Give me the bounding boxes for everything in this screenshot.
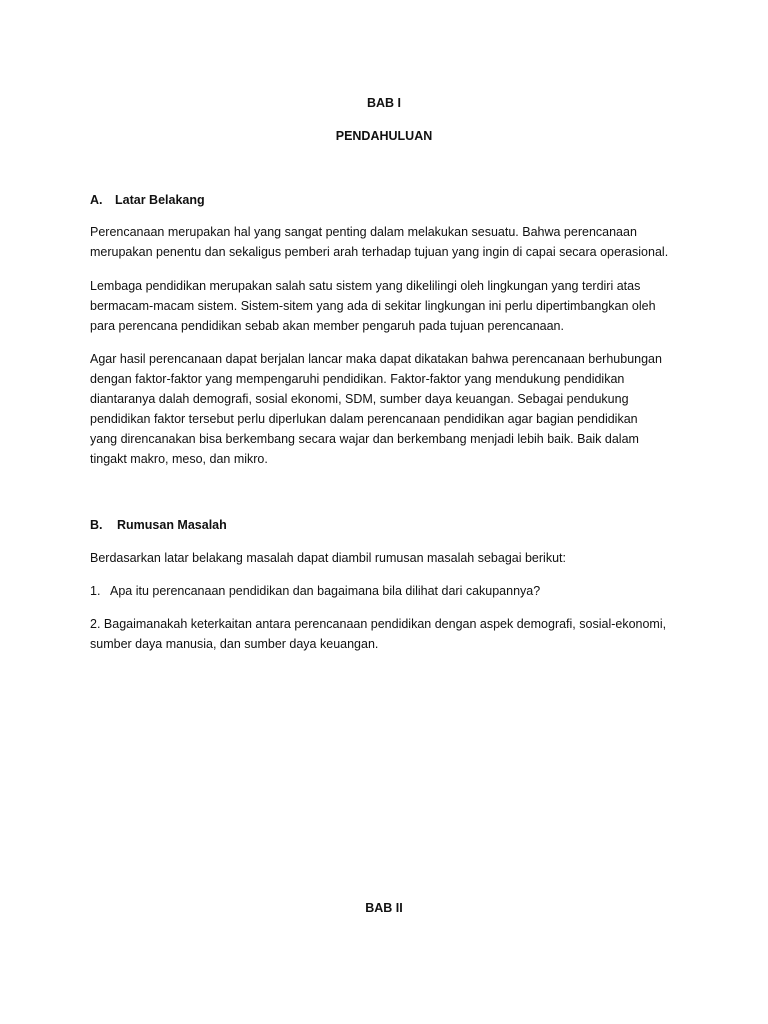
paragraph: [90, 276, 690, 336]
list-item-text: Bagaimanakah keterkaitan antara perencanaan pendidikan dengan aspek demografi, sosial-ekonomi,: [103, 617, 667, 631]
chapter-2-label: BAB II: [365, 901, 403, 915]
paragraph-line: para perencana pendidikan sebab akan member pengaruh pada tujuan perencanaan.: [90, 319, 564, 333]
list-item-text: sumber daya manusia, dan sumber daya keuangan.: [90, 637, 379, 651]
list-item-number: 2.: [90, 617, 101, 631]
paragraph-line: merupakan penentu dan sekaligus pemberi arah terhadap tujuan yang ingin di capai secara operasional.: [90, 245, 669, 259]
paragraph-line: Berdasarkan latar belakang masalah dapat diambil rumusan masalah sebagai berikut:: [90, 551, 566, 565]
section-a-marker: A.: [90, 193, 103, 207]
paragraph-line: pendidikan faktor tersebut perlu diperlukan dalam perencanaan pendidikan agar bagian pendidikan: [90, 412, 638, 426]
paragraph: [90, 349, 690, 469]
paragraph-line: bermacam-macam sistem. Sistem-sitem yang ada di sekitar lingkungan ini perlu dipertimbangkan oleh: [90, 299, 656, 313]
section-b-heading: [90, 517, 227, 533]
paragraph: [90, 222, 690, 262]
section-a-heading: [90, 192, 205, 208]
paragraph-line: Perencanaan merupakan hal yang sangat penting dalam melakukan sesuatu. Bahwa perencanaan: [90, 225, 637, 239]
paragraph-line: dengan faktor-faktor yang mempengaruhi pendidikan. Faktor-faktor yang mendukung pendidikan: [90, 372, 625, 386]
section-b-marker: B.: [90, 518, 103, 532]
paragraph-line: yang direncanakan bisa berkembang secara wajar dan berkembang menjadi lebih baik. Baik dalam: [90, 432, 639, 446]
list-item: [90, 581, 690, 601]
chapter-label: BAB I: [366, 96, 402, 110]
section-a-title: Latar Belakang: [115, 193, 205, 207]
paragraph-line: tingakt makro, meso, dan mikro.: [90, 452, 268, 466]
list-item-number: 1.: [90, 584, 101, 598]
paragraph-line: Lembaga pendidikan merupakan salah satu sistem yang dikelilingi oleh lingkungan yang terdiri atas: [90, 279, 641, 293]
paragraph: [90, 548, 690, 568]
list-item-text: Apa itu perencanaan pendidikan dan bagaimana bila dilihat dari cakupannya?: [110, 584, 541, 598]
section-b-title: Rumusan Masalah: [117, 518, 227, 532]
chapter-title: PENDAHULUAN: [335, 129, 433, 143]
paragraph-line: Agar hasil perencanaan dapat berjalan lancar maka dapat dikatakan bahwa perencanaan berhubungan: [90, 352, 662, 366]
paragraph-line: diantaranya dalah demografi, sosial ekonomi, SDM, sumber daya keuangan. Sebagai pendukung: [90, 392, 629, 406]
list-item: [90, 614, 690, 654]
